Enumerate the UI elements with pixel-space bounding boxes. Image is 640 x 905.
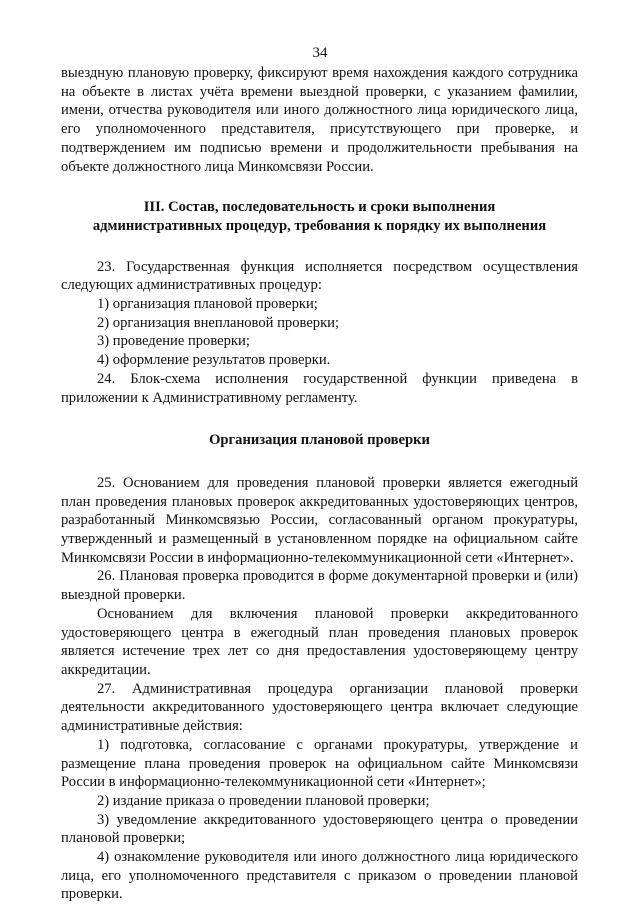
section-heading-line-1: III. Состав, последовательность и сроки выполнения: [143, 199, 496, 216]
document-body: [61, 64, 578, 904]
paragraph-27: 27. Административная процедура организации плановой проверки деятельности аккредитованного удостоверяющего центра включает следующие административные действия:: [61, 680, 578, 735]
page-number: 34: [312, 45, 328, 61]
paragraph-23: 23. Государственная функция исполняется посредством осуществления следующих административных процедур:: [61, 258, 578, 294]
action-item-2: 2) издание приказа о проведении плановой проверки;: [97, 792, 430, 809]
paragraph-24: 24. Блок-схема исполнения государственной функции приведена в приложении к Административному регламенту.: [61, 370, 578, 406]
action-item-1: 1) подготовка, согласование с органами прокуратуры, утверждение и размещение плана проведения проверок на официальном сайте Минкомсвязи России в информационно-телекоммуникационной сети «Интернет»;: [61, 736, 578, 791]
section-heading-line-2: административных процедур, требования к порядку их выполнения: [92, 217, 547, 234]
paragraph-26: 26. Плановая проверка проводится в форме документарной проверки и (или) выездной проверки.: [61, 568, 578, 604]
intro-paragraph: выездную плановую проверку, фиксируют время нахождения каждого сотрудника на объекте в листах учёта времени выездной проверки, с указанием фамилии, имени, отчества руководителя или иного должностного лица юридического лица, его уполномоченного представителя, присутствующего при проверке, и подтверждением им подписью времени и продолжительности пребывания на объекте должностного лица Минкомсвязи России.: [61, 65, 578, 175]
list-item-1: 1) организация плановой проверки;: [97, 296, 318, 313]
list-item-2: 2) организация внеплановой проверки;: [97, 314, 340, 331]
list-item-4: 4) оформление результатов проверки.: [97, 352, 331, 369]
paragraph-basis: Основанием для включения плановой проверки аккредитованного удостоверяющего центра в ежегодный план проведения плановых проверок является истечение трех лет со дня предоставления удостоверяющему центру аккредитации.: [61, 605, 578, 678]
paragraph-25: 25. Основанием для проведения плановой проверки является ежегодный план проведения плановых проверок аккредитованных удостоверяющих центров, разработанный Минкомсвязью России, согласованный органом прокуратуры, утвержденный и размещенный в установленном порядке на официальном сайте Минкомсвязи России в информационно-телекоммуникационной сети «Интернет».: [61, 474, 578, 566]
list-item-3: 3) проведение проверки;: [97, 333, 250, 350]
action-item-3: 3) уведомление аккредитованного удостоверяющего центра о проведении плановой проверки;: [61, 811, 578, 847]
subsection-heading: Организация плановой проверки: [209, 432, 430, 449]
action-item-4: 4) ознакомление руководителя или иного должностного лица юридического лица, его уполномоченного представителя с приказом о проведении плановой проверки.: [61, 849, 578, 903]
